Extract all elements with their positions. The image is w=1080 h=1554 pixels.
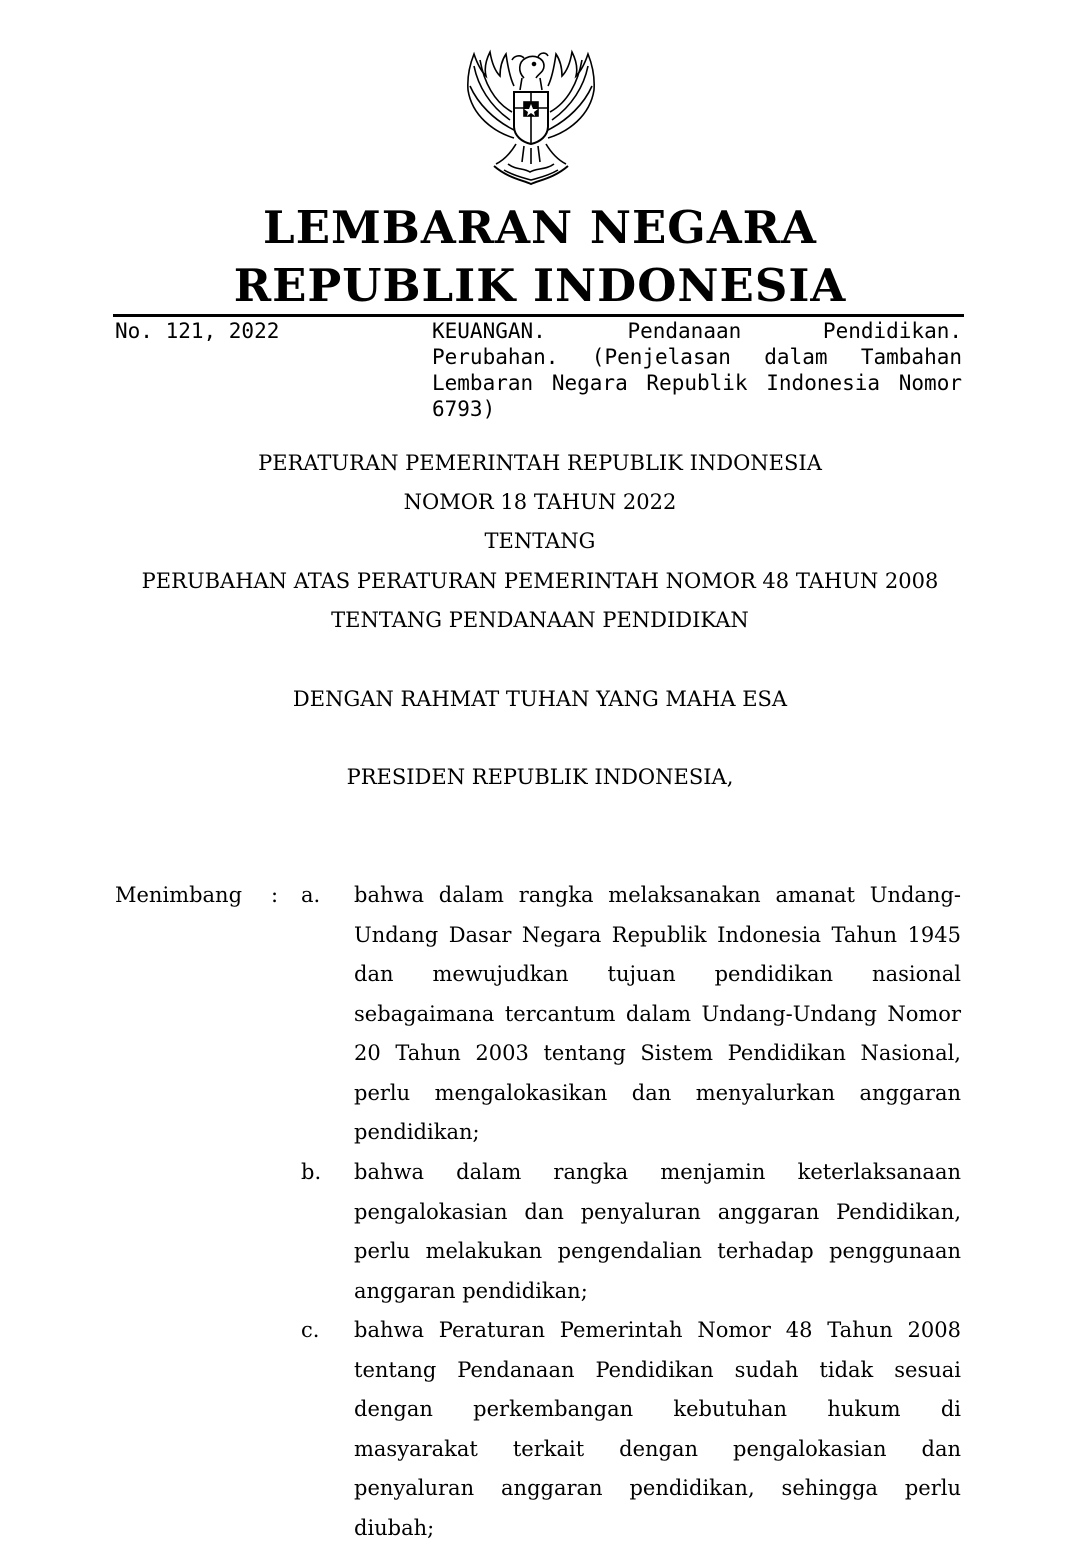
- consideration-line: bahwa dalam rangka menjamin keterlaksanaan: [354, 1159, 961, 1199]
- consideration-line: perlu mengalokasikan dan menyalurkan anggaran: [354, 1080, 961, 1120]
- consideration-line: pendidikan;: [354, 1119, 961, 1159]
- consideration-line: dengan perkembangan kebutuhan hukum di: [354, 1396, 961, 1436]
- consideration-item: [354, 882, 961, 1159]
- issue-number: No. 121, 2022: [115, 318, 279, 344]
- regulation-subject: PERUBAHAN ATAS PERATURAN PEMERINTAH NOMOR 48 TAHUN 2008: [0, 568, 1080, 594]
- issue-topic-line: Perubahan. (Penjelasan dalam Tambahan: [432, 344, 962, 370]
- consideration-line: bahwa Peraturan Pemerintah Nomor 48 Tahun 2008: [354, 1317, 961, 1357]
- issue-topic-line: KEUANGAN. Pendanaan Pendidikan.: [432, 318, 962, 344]
- consideration-line: anggaran pendidikan;: [354, 1278, 961, 1318]
- consideration-line: bahwa dalam rangka melaksanakan amanat Undang-: [354, 882, 961, 922]
- regulation-type: PERATURAN PEMERINTAH REPUBLIK INDONESIA: [0, 450, 1080, 476]
- regulation-number: NOMOR 18 TAHUN 2022: [0, 489, 1080, 515]
- consideration-line: sebagaimana tercantum dalam Undang-Undang Nomor: [354, 1001, 961, 1041]
- gazette-title-line2: REPUBLIK INDONESIA: [0, 263, 1080, 308]
- consideration-line: diubah;: [354, 1515, 961, 1554]
- considering-label: Menimbang: [115, 882, 242, 908]
- consideration-line: tentang Pendanaan Pendidikan sudah tidak sesuai: [354, 1357, 961, 1397]
- consideration-line: perlu melakukan pengendalian terhadap penggunaan: [354, 1238, 961, 1278]
- consideration-line: dan mewujudkan tujuan pendidikan nasional: [354, 961, 961, 1001]
- invocation: DENGAN RAHMAT TUHAN YANG MAHA ESA: [0, 686, 1080, 712]
- consideration-line: 20 Tahun 2003 tentang Sistem Pendidikan Nasional,: [354, 1040, 961, 1080]
- gazette-title-line1: LEMBARAN NEGARA: [0, 205, 1080, 250]
- consideration-marker: c.: [301, 1317, 319, 1343]
- issue-topic-line: 6793): [432, 396, 962, 422]
- consideration-line: masyarakat terkait dengan pengalokasian dan: [354, 1436, 961, 1476]
- header-divider: [113, 314, 964, 317]
- consideration-item: [354, 1159, 961, 1317]
- consideration-marker: b.: [301, 1159, 321, 1185]
- regulation-subject-cont: TENTANG PENDANAAN PENDIDIKAN: [0, 607, 1080, 633]
- consideration-line: Undang Dasar Negara Republik Indonesia Tahun 1945: [354, 922, 961, 962]
- consideration-item: [354, 1317, 961, 1554]
- issue-topic-line: Lembaran Negara Republik Indonesia Nomor: [432, 370, 962, 396]
- consideration-marker: a.: [301, 882, 320, 908]
- garuda-emblem-icon: [464, 46, 598, 188]
- consideration-line: penyaluran anggaran pendidikan, sehingga perlu: [354, 1475, 961, 1515]
- issue-topic: [432, 318, 962, 422]
- issuer: PRESIDEN REPUBLIK INDONESIA,: [0, 764, 1080, 790]
- considering-colon: :: [271, 882, 278, 908]
- regulation-about: TENTANG: [0, 528, 1080, 554]
- consideration-line: pengalokasian dan penyaluran anggaran Pendidikan,: [354, 1199, 961, 1239]
